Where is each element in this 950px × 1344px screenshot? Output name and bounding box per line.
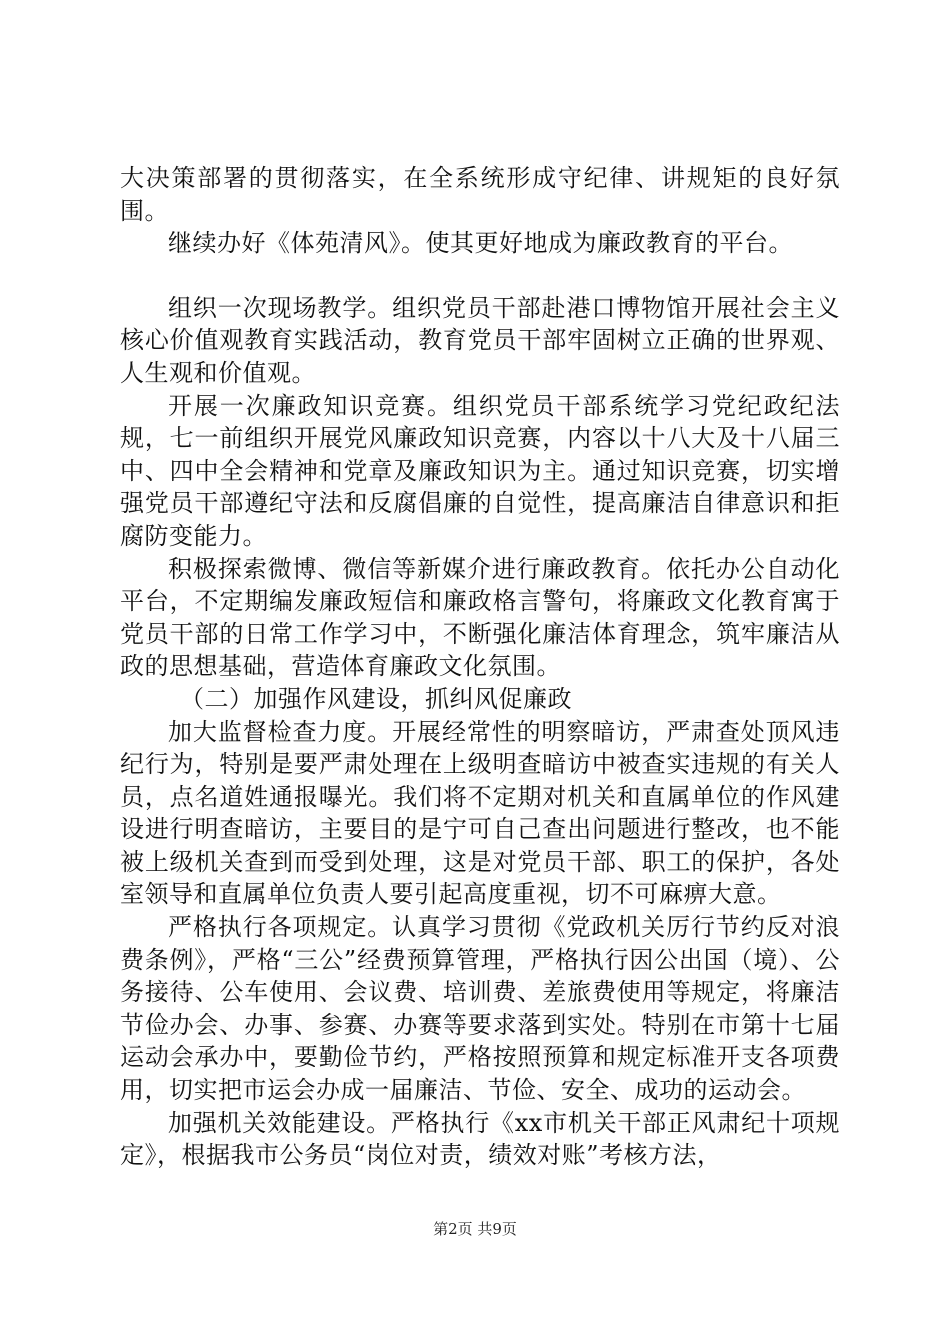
section-heading: （二）加强作风建设，抓纠风促廉政 [180,684,572,713]
document-body [120,162,840,1172]
paragraph-regulations: 严格执行各项规定。认真学习贯彻《党政机关厉行节约反对浪费条例》，严格“三公”经费预算管理，严格执行因公出国（境）、公务接待、公车使用、会议费、培训费、差旅费使用等规定，将廉洁节俭办会、办事、参赛、办赛等要求落到实处。特别在市第十七届运动会承办中，要勤俭节约，严格按照预算和规定标准开支各项费用，切实把市运会办成一届廉洁、节俭、安全、成功的运动会。 [120,913,840,1105]
page-number-footer: 第2页 共9页 [433,1220,517,1238]
paragraph-continuation: 大决策部署的贯彻落实，在全系统形成守纪律、讲规矩的良好氛围。 [120,164,840,225]
paragraph-supervision: 加大监督检查力度。开展经常性的明察暗访，严肃查处顶风违纪行为，特别是要严肃处理在上级明查暗访中被查实违规的有关人员，点名道姓通报曝光。我们将不定期对机关和直属单位的作风建设进行明查暗访，主要目的是宁可自己查出问题进行整改，也不能被上级机关查到而受到处理，这是对党员干部、职工的保护，各处室领导和直属单位负责人要引起高度重视，切不可麻痹大意。 [120,717,840,909]
paragraph-new-media: 积极探索微博、微信等新媒介进行廉政教育。依托办公自动化平台，不定期编发廉政短信和廉政格言警句，将廉政文化教育寓于党员干部的日常工作学习中，不断强化廉洁体育理念，筑牢廉洁从政的思想基础，营造体育廉政文化氛围。 [120,554,840,681]
paragraph-newsletter: 继续办好《体苑清风》。使其更好地成为廉政教育的平台。 [168,229,793,258]
paragraph-field-teaching: 组织一次现场教学。组织党员干部赴港口博物馆开展社会主义核心价值观教育实践活动，教育党员干部牢固树立正确的世界观、人生观和价值观。 [120,293,840,387]
paragraph-efficiency: 加强机关效能建设。严格执行《xx市机关干部正风肃纪十项规定》，根据我市公务员“岗位对责，绩效对账”考核方法， [120,1108,840,1170]
paragraph-knowledge-contest: 开展一次廉政知识竞赛。组织党员干部系统学习党纪政纪法规，七一前组织开展党风廉政知识竞赛，内容以十八大及十八届三中、四中全会精神和党章及廉政知识为主。通过知识竞赛，切实增强党员干部遵纪守法和反腐倡廉的自觉性，提高廉洁自律意识和拒腐防变能力。 [120,391,840,550]
